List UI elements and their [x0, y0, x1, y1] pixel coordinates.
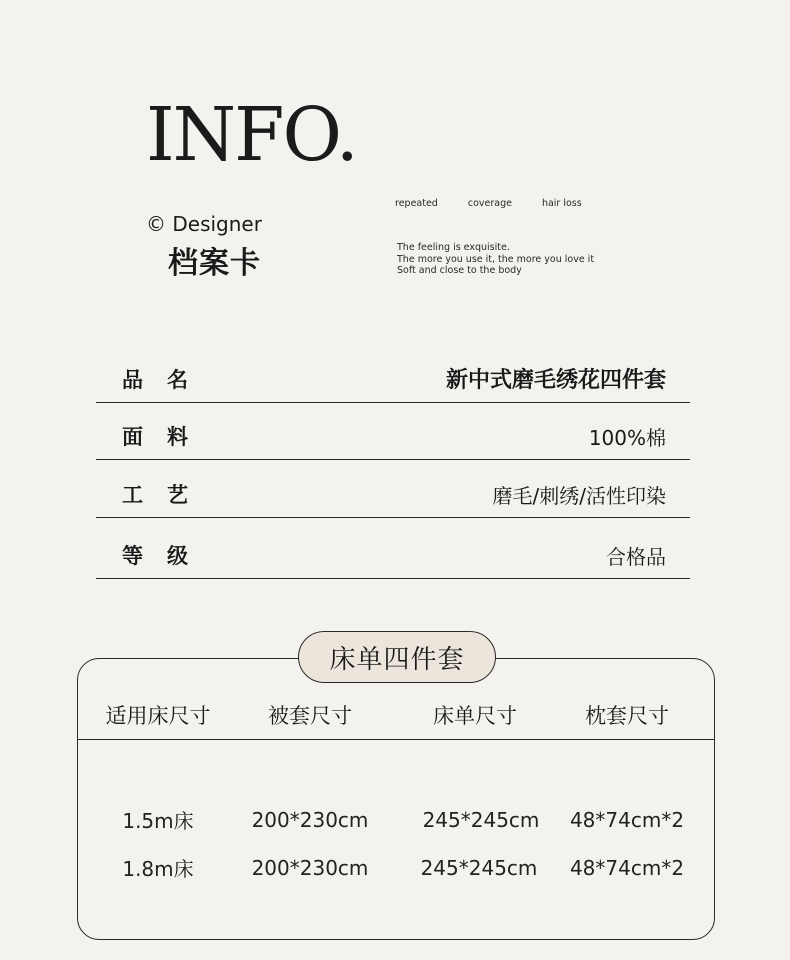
tagline-line: The more you use it, the more you love it — [397, 253, 595, 265]
spec-value: 磨毛/刺绣/活性印染 — [492, 484, 666, 508]
tagline — [397, 242, 594, 277]
column-header: 适用床尺寸 — [105, 704, 211, 728]
column-header: 被套尺寸 — [268, 704, 352, 728]
spec-row-grade — [96, 518, 690, 579]
card-label: 档案卡 — [168, 246, 261, 281]
table-cell: 200*230cm — [251, 808, 369, 832]
column-header: 枕套尺寸 — [585, 704, 669, 728]
tag-item: repeated — [395, 198, 438, 209]
tagline-line: The feeling is exquisite. — [397, 242, 510, 253]
spec-row-name — [96, 345, 690, 403]
info-title: INFO. — [146, 92, 357, 178]
tag-item: coverage — [467, 198, 512, 209]
table-cell: 1.5m床 — [122, 809, 194, 833]
spec-row-fabric — [96, 402, 690, 460]
table-cell: 245*245cm — [420, 856, 538, 880]
tag-list — [395, 198, 582, 209]
header-divider — [78, 739, 714, 740]
designer-label: © Designer — [146, 212, 262, 236]
spec-value: 新中式磨毛绣花四件套 — [445, 368, 666, 393]
spec-value: 合格品 — [606, 545, 666, 569]
spec-label: 品名 — [122, 368, 212, 392]
spec-label: 面料 — [122, 425, 212, 449]
table-cell: 245*245cm — [422, 808, 540, 832]
tag-item: hair loss — [541, 198, 582, 209]
spec-label: 工艺 — [122, 483, 212, 507]
table-cell: 48*74cm*2 — [569, 808, 685, 832]
spec-row-craft — [96, 459, 690, 518]
table-cell: 200*230cm — [251, 856, 369, 880]
tagline-line: Soft and close to the body — [397, 265, 522, 276]
table-cell: 48*74cm*2 — [569, 856, 685, 880]
size-table-title: 床单四件套 — [298, 631, 496, 683]
spec-label: 等级 — [122, 544, 212, 568]
spec-value: 100%棉 — [588, 426, 666, 450]
table-cell: 1.8m床 — [122, 857, 194, 881]
column-header: 床单尺寸 — [433, 704, 517, 728]
